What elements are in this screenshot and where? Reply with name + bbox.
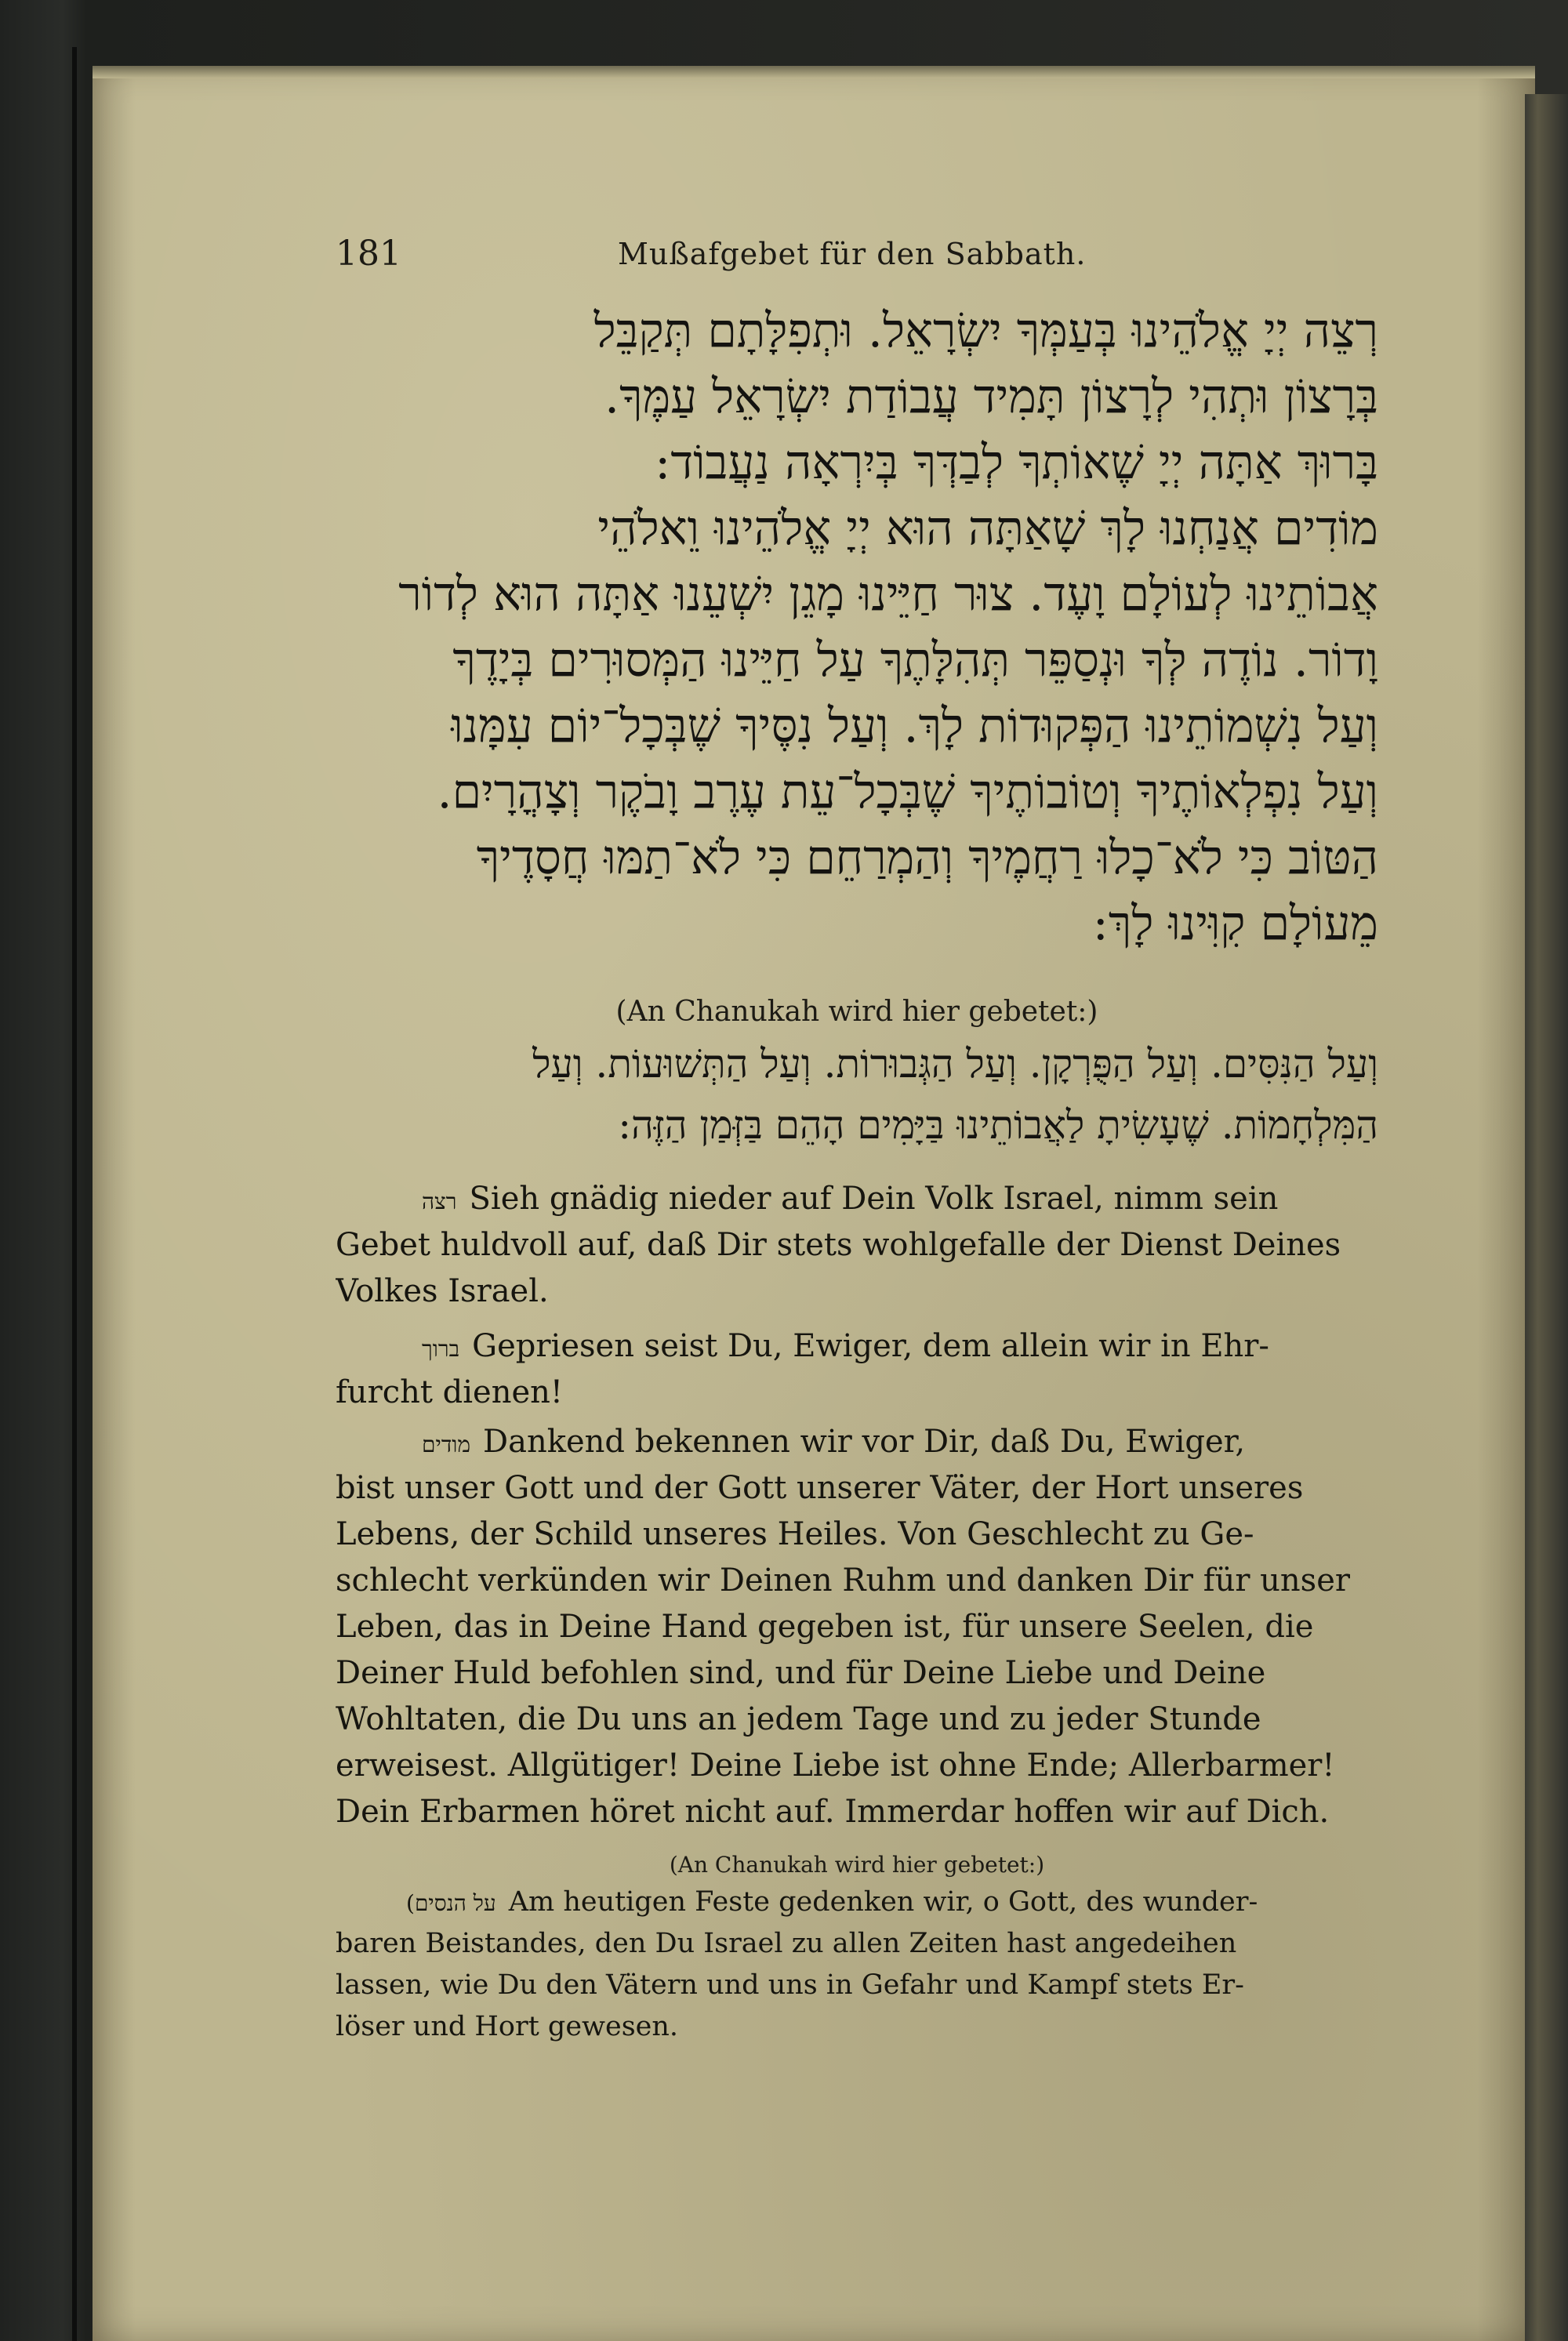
- german-line: [336, 1882, 1378, 1923]
- german-line: Gebet huldvoll auf, daß Dir stets wohlgefalle der Dienst Deines: [336, 1227, 1341, 1263]
- hebrew-line: אֲבוֹתֵינוּ לְעוֹלָם וָעֶד. צוּר חַיֵּינוּ מָגֵן יִשְׁעֵנוּ אַתָּה הוּא לְדוֹר: [398, 567, 1378, 622]
- german-line: baren Beistandes, den Du Israel zu allen Zeiten hast angedeihen: [336, 1928, 1237, 1959]
- page-header: [336, 234, 1378, 284]
- hebrew-main-text: [336, 298, 1378, 956]
- hebrew-keyword: ברוך: [422, 1336, 460, 1362]
- german-line: erweisest. Allgütiger! Deine Liebe ist ohne Ende; Allerbarmer!: [336, 1748, 1335, 1784]
- hebrew-keyword: רצה: [422, 1189, 457, 1214]
- hebrew-chanukah-text: [336, 1033, 1378, 1156]
- hebrew-line: וְעַל הַנִּסִּים. וְעַל הַפֻּרְקָן. וְעַל הַגְּבוּרוֹת. וְעַל הַתְּשׁוּעוֹת. וְעַל: [532, 1041, 1378, 1087]
- german-text: Gepriesen seist Du, Ewiger, dem allein wir in Ehr-: [472, 1328, 1269, 1364]
- german-line: Deiner Huld befohlen sind, und für Deine Liebe und Deine: [336, 1655, 1266, 1691]
- page-number: 181: [336, 234, 401, 274]
- hebrew-line: וְעַל נִשְׁמוֹתֵינוּ הַפְּקוּדוֹת לָךְ. וְעַל נִסֶּיךָ שֶׁבְּכָל־יוֹם עִמָּנוּ: [451, 699, 1378, 753]
- german-text: Dankend bekennen wir vor Dir, daß Du, Ewiger,: [483, 1424, 1246, 1460]
- hebrew-keyword: מודים: [422, 1432, 471, 1457]
- german-line: bist unser Gott und der Gott unserer Väter, der Hort unseres: [336, 1470, 1304, 1506]
- german-text: Am heutigen Feste gedenken wir, o Gott, des wunder-: [508, 1886, 1258, 1918]
- running-title: Mußafgebet für den Sabbath.: [618, 237, 1087, 271]
- hebrew-line: בָּרוּךְ אַתָּה יְיָ שֶׁאוֹתְךָ לְבַדְּךָ בְּיִרְאָה נַעֲבוֹד:: [655, 435, 1378, 490]
- german-line: Lebens, der Schild unseres Heiles. Von Geschlecht zu Ge-: [336, 1516, 1254, 1552]
- german-line: löser und Hort gewesen.: [336, 2011, 679, 2042]
- german-line: furcht dienen!: [336, 1374, 563, 1410]
- german-paragraph-modim: [336, 1419, 1378, 1835]
- german-line: [336, 1176, 1378, 1222]
- rubric-chanukah-german: (An Chanukah wird hier gebetet:): [669, 1852, 1045, 1878]
- hebrew-line: הַמִּלְחָמוֹת. שֶׁעָשִׂיתָ לַאֲבוֹתֵינוּ בַּיָּמִים הָהֵם בַּזְּמַן הַזֶּה:: [618, 1102, 1378, 1148]
- german-line: [336, 1323, 1378, 1370]
- hebrew-keyword: (על הנסים: [406, 1890, 496, 1916]
- german-line: Volkes Israel.: [336, 1273, 549, 1309]
- german-paragraph-baruch: [336, 1323, 1378, 1416]
- hebrew-line: וָדוֹר. נוֹדֶה לְּךָ וּנְסַפֵּר תְּהִלָּתֶךָ עַל חַיֵּינוּ הַמְּסוּרִים בְּיָדֶךָ: [452, 633, 1378, 688]
- german-paragraph-al-hanissim: [336, 1882, 1378, 2048]
- german-line: schlecht verkünden wir Deinen Ruhm und danken Dir für unser: [336, 1562, 1351, 1599]
- german-line: Wohltaten, die Du uns an jedem Tage und zu jeder Stunde: [336, 1701, 1261, 1737]
- book-binding-edge: [72, 47, 77, 2341]
- hebrew-line: וְעַל נִפְלְאוֹתֶיךָ וְטוֹבוֹתֶיךָ שֶׁבְּכָל־עֵת עֶרֶב וָבֹקֶר וְצָהֳרָיִם.: [437, 764, 1378, 819]
- page-top-edge: [93, 66, 1535, 78]
- hebrew-line: בְּרָצוֹן וּתְהִי לְרָצוֹן תָּמִיד עֲבוֹדַת יִשְׂרָאֵל עַמֶּךָ.: [604, 369, 1378, 424]
- german-line: lassen, wie Du den Vätern und uns in Gefahr und Kampf stets Er-: [336, 1969, 1244, 2001]
- german-line: [336, 1419, 1378, 1465]
- rubric-chanukah-hebrew: (An Chanukah wird hier gebetet:): [615, 996, 1098, 1028]
- hebrew-line: מוֹדִים אֲנַחְנוּ לָךְ שָׁאַתָּה הוּא יְיָ אֱלֹהֵינוּ וֵאלֹהֵי: [597, 501, 1378, 556]
- hebrew-line: רְצֵה יְיָ אֱלֹהֵינוּ בְּעַמְּךָ יִשְׂרָאֵל. וּתְפִלָּתָם תְּקַבֵּל: [593, 303, 1378, 358]
- page-right-edge: [1525, 94, 1568, 2341]
- german-line: Leben, das in Deine Hand gegeben ist, für unsere Seelen, die: [336, 1609, 1314, 1645]
- hebrew-line: מֵעוֹלָם קִוִּינוּ לָךְ:: [1092, 896, 1378, 951]
- hebrew-line: הַטּוֹב כִּי לֹא־כָלוּ רַחֲמֶיךָ וְהַמְרַחֵם כִּי לֹא־תַמּוּ חֲסָדֶיךָ: [476, 830, 1378, 885]
- german-text: Sieh gnädig nieder auf Dein Volk Israel, nimm sein: [469, 1181, 1279, 1217]
- german-line: Dein Erbarmen höret nicht auf. Immerdar hoffen wir auf Dich.: [336, 1794, 1330, 1830]
- german-paragraph-retzeh: [336, 1176, 1378, 1315]
